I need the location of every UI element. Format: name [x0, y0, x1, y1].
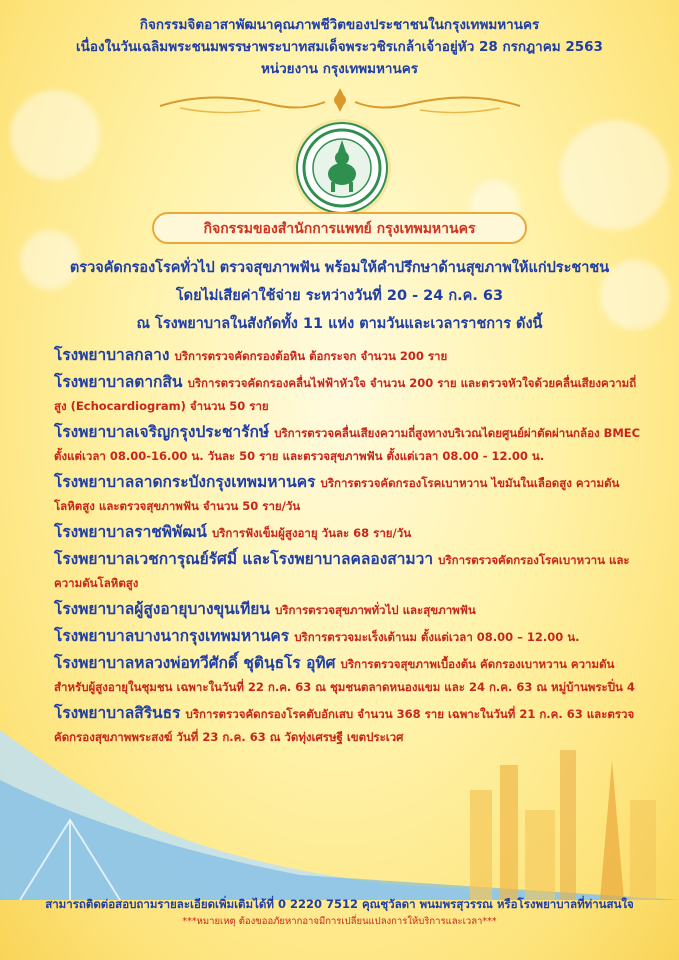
- hospital-service: บริการตรวจคัดกรองโรคเบาหวาน ไขมันในเลือดสูง ความดันโลหิตสูง และตรวจสุขภาพฟัน จำนวน 50 ราย/วัน: [54, 476, 620, 513]
- section-banner: กิจกรรมของสำนักการแพทย์ กรุงเทพมหานคร: [152, 212, 527, 244]
- intro-line-3: ณ โรงพยาบาลในสังกัดทั้ง 11 แห่ง ตามวันและเวลาราชการ ดังนี้: [136, 316, 543, 332]
- list-item: [54, 344, 644, 367]
- hospital-name: โรงพยาบาลบางนากรุงเทพมหานคร: [54, 627, 290, 645]
- hospital-name: โรงพยาบาลเวชการุณย์รัศมิ์ และโรงพยาบาลคลองสามวา: [54, 550, 434, 568]
- list-item: [54, 421, 644, 467]
- hospital-service: บริการตรวจคัดกรองต้อหิน ต้อกระจก จำนวน 200 ราย: [174, 349, 448, 363]
- hospital-service: บริการตรวจคลื่นเสียงความถี่สูงทางบริเวณไดยศูนย์ผ่าตัดผ่านกล้อง BMEC ตั้งแต่เวลา 08.00-16.00 น. วันละ 50 ราย และตรวจสุขภาพฟัน ตั้งแต่เวลา 08.00 - 12.00 น.: [54, 426, 641, 463]
- hospital-service: บริการฟังเข็มผู้สูงอายุ วันละ 68 ราย/วัน: [211, 526, 412, 540]
- hospital-name: โรงพยาบาลสิรินธร: [54, 704, 181, 722]
- hospital-service: บริการตรวจสุขภาพเบื้องต้น คัดกรองเบาหวาน ความดัน สำหรับผู้สูงอายุในชุมชน เฉพาะในวันที่ 22 ก.ค. 63 ณ ชุมชนตลาดหนองแขม และ 24 ก.ค. 63 ณ หมู่บ้านพระปิ่น 4: [54, 657, 635, 694]
- intro-line-2: โดยไม่เสียค่าใช้จ่าย ระหว่างวันที่ 20 - 24 ก.ค. 63: [175, 288, 504, 304]
- header-line-2: เนื่องในวันเฉลิมพระชนมพรรษาพระบาทสมเด็จพระวชิรเกล้าเจ้าอยู่หัว 28 กรกฎาคม 2563: [76, 39, 603, 55]
- contact-info: สามารถติดต่อสอบถามรายละเอียดเพิ่มเติมได้ที่ 0 2220 7512 คุณชุวัลดา พนมพรสุวรรณ หรือโรงพยาบาลที่ท่านสนใจ: [45, 897, 634, 911]
- hospital-name: โรงพยาบาลกลาง: [54, 346, 170, 364]
- list-item: [54, 598, 644, 621]
- footer: [0, 894, 679, 930]
- intro-line-1: ตรวจคัดกรองโรคทั่วไป ตรวจสุขภาพฟัน พร้อมให้คำปรึกษาด้านสุขภาพให้แก่ประชาชน: [69, 260, 610, 276]
- bokeh-light: [10, 90, 100, 180]
- bangkok-emblem-logo: [296, 122, 388, 214]
- hospital-name: โรงพยาบาลผู้สูงอายุบางขุนเทียน: [54, 600, 270, 618]
- list-item: [54, 625, 644, 648]
- list-item: [54, 371, 644, 417]
- hospital-service: บริการตรวจคัดกรองคลื่นไฟฟ้าหัวใจ จำนวน 200 ราย และตรวจหัวใจด้วยคลื่นเสียงความถี่สูง (Echocardiogram) จำนวน 50 ราย: [54, 376, 637, 413]
- header: [0, 14, 679, 80]
- hospital-name: โรงพยาบาลลาดกระบังกรุงเทพมหานคร: [54, 473, 316, 491]
- hospital-service: บริการตรวจคัดกรองโรคเบาหวาน และความดันโลหิตสูง: [54, 553, 630, 590]
- hospital-service: บริการตรวจคัดกรองโรคตับอักเสบ จำนวน 368 ราย เฉพาะในวันที่ 21 ก.ค. 63 และตรวจคัดกรองสุขภาพพระสงฆ์ วันที่ 23 ก.ค. 63 ณ วัดทุ่งเศรษฐี เขตประเวศ: [54, 707, 635, 744]
- hospital-list: [54, 344, 644, 752]
- footer-note: ***หมายเหตุ ต้องขออภัยหากอาจมีการเปลี่ยนแปลงการให้บริการและเวลา***: [182, 916, 497, 927]
- gold-ornament-divider: [150, 86, 530, 120]
- hospital-name: โรงพยาบาลหลวงพ่อทวีศักดิ์ ชุตินฺธโร อุทิศ: [54, 654, 336, 672]
- list-item: [54, 521, 644, 544]
- list-item: [54, 548, 644, 594]
- header-line-3: หน่วยงาน กรุงเทพมหานคร: [260, 61, 419, 77]
- hospital-name: โรงพยาบาลราชพิพัฒน์: [54, 523, 207, 541]
- list-item: [54, 652, 644, 698]
- intro-text: [10, 254, 669, 338]
- bokeh-light: [560, 120, 670, 230]
- hospital-name: โรงพยาบาลเจริญกรุงประชารักษ์: [54, 423, 270, 441]
- list-item: [54, 471, 644, 517]
- header-line-1: กิจกรรมจิตอาสาพัฒนาคุณภาพชีวิตของประชาชนในกรุงเทพมหานคร: [139, 17, 540, 33]
- hospital-service: บริการตรวจสุขภาพทั่วไป และสุขภาพฟัน: [275, 603, 476, 617]
- hospital-name: โรงพยาบาลตากสิน: [54, 373, 183, 391]
- list-item: [54, 702, 644, 748]
- hospital-service: บริการตรวจมะเร็งเต้านม ตั้งแต่เวลา 08.00 – 12.00 น.: [294, 630, 580, 644]
